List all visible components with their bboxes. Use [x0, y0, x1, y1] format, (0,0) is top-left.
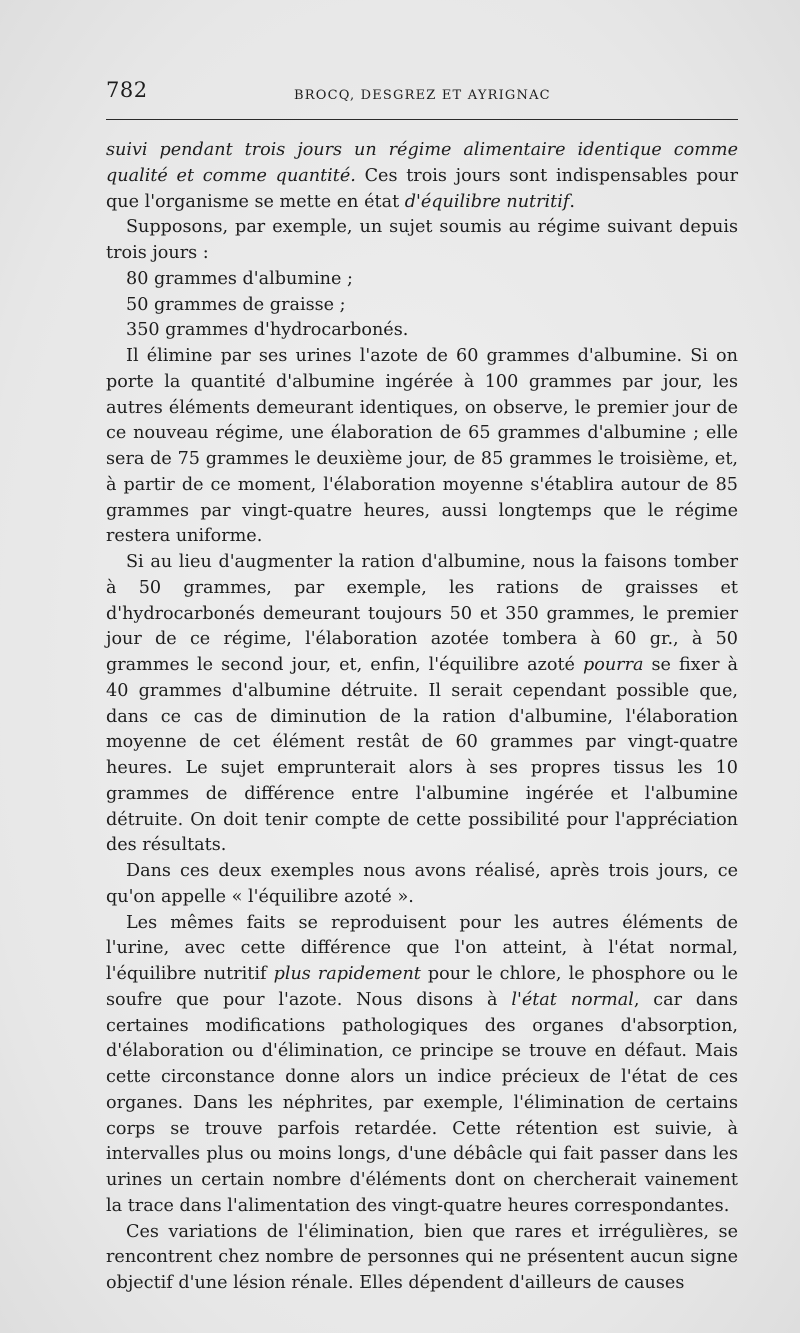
italic-phrase: d'équilibre nutritif: [404, 191, 570, 212]
text-run: Si au lieu d'augmenter la ration d'albumine, nous la faisons tomber à 50 grammes, par exemple, les rations de graisses et d'hydrocarbonés demeurant toujours 50 et 350 grammes, le premier jour de ce régime, l'élaboration azotée tombera à 60 gr., à 50 grammes le second jour, et, enfin, l'équilibre azoté: [106, 552, 738, 675]
regime-item: 80 grammes d'albumine ;: [126, 268, 353, 289]
italic-phrase: pourra: [582, 655, 644, 675]
text-run: pour le chlore, le phosphore ou le soufre que pour l'azote. Nous disons à: [106, 964, 738, 1010]
page-number: 782: [106, 78, 148, 102]
text-run: .: [569, 191, 575, 212]
running-head: BROCQ, DESGREZ ET AYRIGNAC: [294, 88, 551, 103]
regime-item: 350 grammes d'hydrocarbonés.: [126, 320, 409, 341]
paragraph: [106, 911, 738, 1220]
paragraph: Dans ces deux exemples nous avons réalisé, après trois jours, ce qu'on appelle « l'équilibre azoté ».: [106, 861, 738, 907]
paragraph: Supposons, par exemple, un sujet soumis au régime suivant depuis trois jours :: [106, 217, 738, 263]
italic-phrase: l'état normal: [511, 989, 634, 1010]
text-run: , car dans certaines modifications pathologiques des organes d'absorption, d'élaboration ou d'élimination, ce principe se trouve en défaut. Mais cette circonstance donne alors un indice précieux de l'état de ces organes. Dans les néphrites, par exemple, l'élimination de certains corps se trouve parfois retardée. Cette rétention est suivie, à intervalles plus ou moins longs, d'une débâcle qui fait passer dans les urines un certain nombre d'éléments dont on chercherait vainement la trace dans l'alimentation des vingt-quatre heures correspondantes.: [106, 989, 738, 1216]
paragraph: [106, 550, 738, 859]
italic-phrase: plus rapidement: [273, 964, 421, 984]
text-run: se fixer à 40 grammes d'albumine détruite. Il serait cependant possible que, dans ce cas de diminution de la ration d'albumine, l'élaboration moyenne de cet élément restât de 60 grammes par vingt-quatre heures. Le sujet emprunterait alors à ses propres tissus les 10 grammes de différence entre l'albumine ingérée et l'albumine détruite. On doit tenir compte de cette possibilité pour l'appréciation des résultats.: [106, 655, 739, 856]
text-run: Les mêmes faits se reproduisent pour les autres éléments de l'urine, avec cette différence que l'on atteint, à l'état normal, l'équilibre nutritif: [106, 912, 738, 984]
header-rule: [106, 119, 738, 120]
paragraph: Il élimine par ses urines l'azote de 60 grammes d'albumine. Si on porte la quantité d'albumine ingérée à 100 grammes par jour, les autres éléments demeurant identiques, on observe, le premier jour de ce nouveau régime, une élaboration de 65 grammes d'albumine ; elle sera de 75 grammes le deuxième jour, de 85 grammes le troisième, et, à partir de ce moment, l'élaboration moyenne s'établira autour de 85 grammes par vingt-quatre heures, aussi longtemps que le régime restera uniforme.: [106, 346, 738, 547]
italic-phrase: suivi pendant trois jours un régime alimentaire identique comme qualité et comme quantité.: [106, 140, 738, 186]
paragraph: Ces variations de l'élimination, bien que rares et irrégulières, se rencontrent chez nombre de personnes qui ne présentent aucun signe objectif d'une lésion rénale. Elles dépendent d'ailleurs de causes: [106, 1221, 738, 1293]
body-text: [106, 138, 738, 1297]
page-header: [106, 78, 738, 108]
text-run: Ces trois jours sont indispensables pour que l'organisme se mette en état: [106, 165, 738, 212]
paragraph-continuation: [106, 138, 738, 215]
regime-item: 50 grammes de graisse ;: [126, 294, 346, 315]
